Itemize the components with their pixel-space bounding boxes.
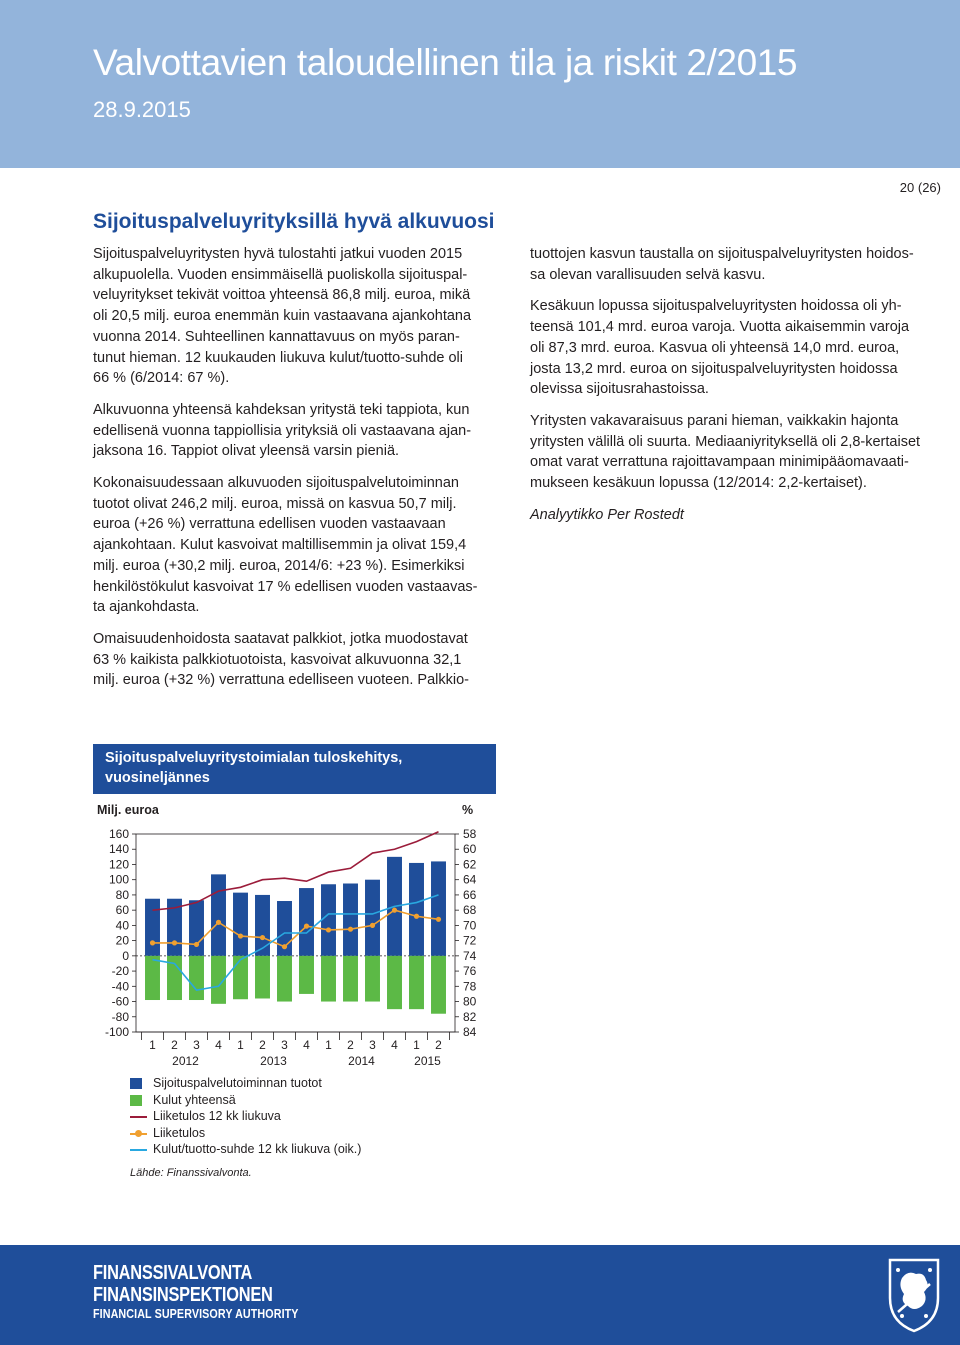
x-quarter-label: 4	[215, 1038, 222, 1052]
result-point	[392, 908, 397, 913]
result-point	[370, 923, 375, 928]
cost-bar	[189, 956, 204, 1000]
chart-legend	[130, 1075, 361, 1158]
x-year-label: 2013	[260, 1054, 287, 1068]
report-header	[0, 0, 960, 168]
income-bar	[321, 884, 336, 956]
result-point	[348, 927, 353, 932]
result-point	[194, 942, 199, 947]
chart-title-box	[93, 744, 496, 794]
cost-bar	[321, 956, 336, 1002]
left-tick-label: 100	[108, 872, 129, 887]
text-line: Yritysten vakavaraisuus parani hieman, vaikkakin hajonta	[530, 412, 899, 429]
x-quarter-label: 4	[391, 1038, 398, 1052]
text-line: 63 % kaikista palkkiotuotoista, kasvoivat alkuvuonna 32,1	[93, 651, 462, 668]
income-bar	[299, 888, 314, 956]
legend-dot	[135, 1130, 142, 1137]
left-tick-label: -100	[104, 1025, 129, 1039]
x-quarter-label: 2	[435, 1038, 442, 1052]
result-point	[172, 940, 177, 945]
cost-bar	[233, 956, 248, 999]
text-line: tuotot olivat 246,2 milj. euroa, missä on kasvua 50,7 milj.	[93, 495, 457, 512]
logo-line-3: FINANCIAL SUPERVISORY AUTHORITY	[93, 1307, 299, 1321]
right-tick-label: 82	[463, 1009, 477, 1024]
income-bar	[255, 895, 270, 956]
x-year-label: 2012	[172, 1054, 199, 1068]
paragraph	[93, 244, 503, 389]
paragraph	[530, 296, 940, 400]
x-quarter-label: 2	[347, 1038, 354, 1052]
legend-label: Liiketulos 12 kk liukuva	[153, 1109, 281, 1124]
income-bar	[145, 899, 160, 956]
result-point	[150, 940, 155, 945]
cost-bar	[277, 956, 292, 1002]
income-bar	[189, 900, 204, 956]
paragraph	[93, 400, 503, 462]
result-point	[238, 933, 243, 938]
right-tick-label: 70	[463, 918, 477, 933]
right-axis-title: %	[462, 803, 474, 817]
analyst-signature: Analyytikko Per Rostedt	[530, 506, 684, 523]
left-tick-label: 160	[108, 827, 129, 841]
paragraph	[530, 244, 940, 285]
right-tick-label: 72	[463, 933, 477, 948]
text-line: Kesäkuun lopussa sijoituspalveluyritysten hoidossa oli yh-	[530, 298, 902, 315]
text-line: alkupuolella. Vuoden ensimmäisellä puoliskolla sijoituspal-	[93, 266, 468, 283]
right-tick-label: 84	[463, 1025, 477, 1039]
paragraph	[530, 411, 940, 494]
cost-bar	[365, 956, 380, 1002]
results-chart	[0, 790, 960, 1080]
chart-title: Sijoituspalveluyritystoimialan tuloskehitys, vuosineljännes	[105, 750, 403, 786]
right-tick-label: 80	[463, 994, 477, 1009]
x-quarter-label: 3	[369, 1038, 376, 1052]
text-line: tuottojen kasvun taustalla on sijoituspalveluyritysten hoidos-	[530, 246, 914, 262]
x-quarter-label: 4	[303, 1038, 310, 1052]
text-line: Omaisuudenhoidosta saatavat palkkiot, jotka muodostavat	[93, 630, 468, 647]
text-line: sa olevan varallisuuden selvä kasvu.	[530, 266, 766, 283]
paragraph	[93, 629, 503, 691]
left-axis-title: Milj. euroa	[97, 803, 159, 817]
text-line: yritysten välillä oli suurta. Mediaaniyrityksellä oli 2,8-kertaiset	[530, 433, 921, 450]
result-point	[282, 944, 287, 949]
x-year-label: 2015	[414, 1054, 441, 1068]
logo-line-2: FINANSINSPEKTIONEN	[93, 1284, 273, 1306]
left-tick-label: 140	[108, 842, 129, 857]
right-tick-label: 66	[463, 887, 477, 902]
legend-item	[130, 1141, 361, 1158]
cost-bar	[409, 956, 424, 1009]
x-quarter-label: 1	[413, 1038, 420, 1052]
left-tick-label: -40	[111, 979, 129, 994]
text-line: ajankohtaan. Kulut kasvoivat maltillisemmin ja olivat 159,4	[93, 537, 467, 554]
right-tick-label: 76	[463, 964, 477, 979]
text-line: omat varat verrattuna rajoittavampaan minimipääomavaati-	[530, 454, 909, 471]
text-line: ta ajankohdasta.	[93, 599, 200, 616]
x-quarter-label: 1	[325, 1038, 332, 1052]
text-line: tunut hieman. 12 kuukauden liukuva kulut/tuotto-suhde oli	[93, 349, 463, 366]
fiva-logo	[93, 1262, 332, 1322]
cost-bar	[387, 956, 402, 1009]
legend-item	[130, 1075, 361, 1092]
text-line: euroa (+26 %) verrattuna edellisen vuoden vastaavaan	[93, 516, 446, 533]
result-point	[326, 927, 331, 932]
legend-swatch	[130, 1078, 142, 1089]
result-point	[414, 914, 419, 919]
income-bar	[431, 861, 446, 955]
report-title: Valvottavien taloudellinen tila ja riskit 2/2015	[93, 42, 798, 83]
x-quarter-label: 1	[237, 1038, 244, 1052]
x-quarter-label: 1	[149, 1038, 156, 1052]
result-point	[216, 920, 221, 925]
cost-bar	[431, 956, 446, 1014]
left-tick-label: 0	[122, 948, 129, 963]
legend-label: Liiketulos	[153, 1125, 206, 1140]
left-tick-label: 120	[108, 857, 129, 872]
x-quarter-label: 3	[193, 1038, 200, 1052]
legend-label: Kulut yhteensä	[153, 1092, 236, 1107]
text-line: teensä 101,4 mrd. euroa varoja. Vuotta aikaisemmin varoja	[530, 319, 910, 336]
left-tick-label: 20	[115, 933, 129, 948]
x-quarter-label: 3	[281, 1038, 288, 1052]
legend-label: Kulut/tuotto-suhde 12 kk liukuva (oik.)	[153, 1142, 362, 1157]
left-tick-label: 40	[115, 918, 129, 933]
right-tick-label: 64	[463, 872, 477, 887]
text-line: josta 13,2 mrd. euroa on sijoituspalveluyritysten hoidossa	[530, 360, 898, 377]
text-line: Kokonaisuudessaan alkuvuoden sijoituspalvelutoiminnan	[93, 475, 459, 492]
cost-bar	[145, 956, 160, 1000]
result-point	[436, 917, 441, 922]
text-line: milj. euroa (+32 %) verrattuna edelliseen vuoteen. Palkkio-	[93, 672, 469, 689]
right-tick-label: 58	[463, 827, 477, 841]
right-tick-label: 60	[463, 842, 477, 857]
report-date: 28.9.2015	[93, 97, 191, 122]
text-line: vuonna 2014. Suhteellinen kannattavuus on myös paran-	[93, 328, 460, 345]
page-number: 20 (26)	[899, 180, 941, 195]
legend-item	[130, 1108, 361, 1125]
right-tick-label: 68	[463, 903, 477, 918]
right-tick-label: 78	[463, 979, 477, 994]
legend-label: Sijoituspalvelutoiminnan tuotot	[153, 1076, 322, 1090]
right-text-column	[530, 244, 940, 536]
cost-bar	[343, 956, 358, 1002]
x-year-label: 2014	[348, 1054, 375, 1068]
text-line: veluyritykset tekivät voittoa yhteensä 86,8 milj. euroa, mikä	[93, 287, 471, 304]
section-heading: Sijoituspalveluyrityksillä hyvä alkuvuosi	[93, 210, 495, 233]
income-bar	[343, 884, 358, 956]
logo-line-1: FINANSSIVALVONTA	[93, 1262, 253, 1284]
left-text-column	[93, 244, 503, 702]
x-quarter-label: 2	[259, 1038, 266, 1052]
income-bar	[211, 874, 226, 955]
legend-swatch	[130, 1095, 142, 1106]
paragraph	[93, 473, 503, 618]
result-point	[260, 935, 265, 940]
text-line: oli 20,5 milj. euroa enemmän kuin vastaavana ajankohtana	[93, 308, 472, 325]
text-line: edellisenä vuonna tappiollisia yrityksiä oli vastaavana ajan-	[93, 422, 472, 439]
chart-source: Lähde: Finanssivalvonta.	[130, 1167, 252, 1179]
text-line: mukseen kesäkuun lopussa (12/2014: 2,2-kertaiset).	[530, 475, 867, 492]
income-bar	[233, 893, 248, 956]
text-line: jaksona 16. Tappiot olivat yleensä varsin pieniä.	[93, 443, 400, 460]
text-line: Alkuvuonna yhteensä kahdeksan yritystä teki tappiota, kun	[93, 401, 470, 418]
text-line: henkilöstökulut kasvoivat 17 % edellisen vuoden vastaavas-	[93, 578, 478, 595]
legend-line	[130, 1116, 147, 1118]
legend-item	[130, 1092, 361, 1109]
lion-emblem-icon	[884, 1256, 944, 1334]
text-line: milj. euroa (+30,2 milj. euroa, 2014/6: +23 %). Esimerkiksi	[93, 557, 465, 574]
text-line: olevissa sijoitusrahastoissa.	[530, 381, 709, 398]
income-bar	[409, 863, 424, 956]
income-bar	[365, 880, 380, 956]
x-quarter-label: 2	[171, 1038, 178, 1052]
text-line: 66 % (6/2014: 67 %).	[93, 370, 230, 387]
legend-line	[130, 1149, 147, 1151]
cost-bar	[299, 956, 314, 994]
left-tick-label: -60	[111, 994, 129, 1009]
left-tick-label: -20	[111, 964, 129, 979]
left-tick-label: -80	[111, 1009, 129, 1024]
left-tick-label: 60	[115, 903, 129, 918]
left-tick-label: 80	[115, 887, 129, 902]
text-line: Sijoituspalveluyritysten hyvä tulostahti jatkui vuoden 2015	[93, 246, 463, 262]
right-tick-label: 74	[463, 948, 477, 963]
text-line: oli 87,3 mrd. euroa. Kasvua oli yhteensä 14,0 mrd. euroa,	[530, 339, 900, 356]
result-point	[304, 924, 309, 929]
legend-item	[130, 1125, 361, 1142]
cost-bar	[255, 956, 270, 999]
right-tick-label: 62	[463, 857, 477, 872]
